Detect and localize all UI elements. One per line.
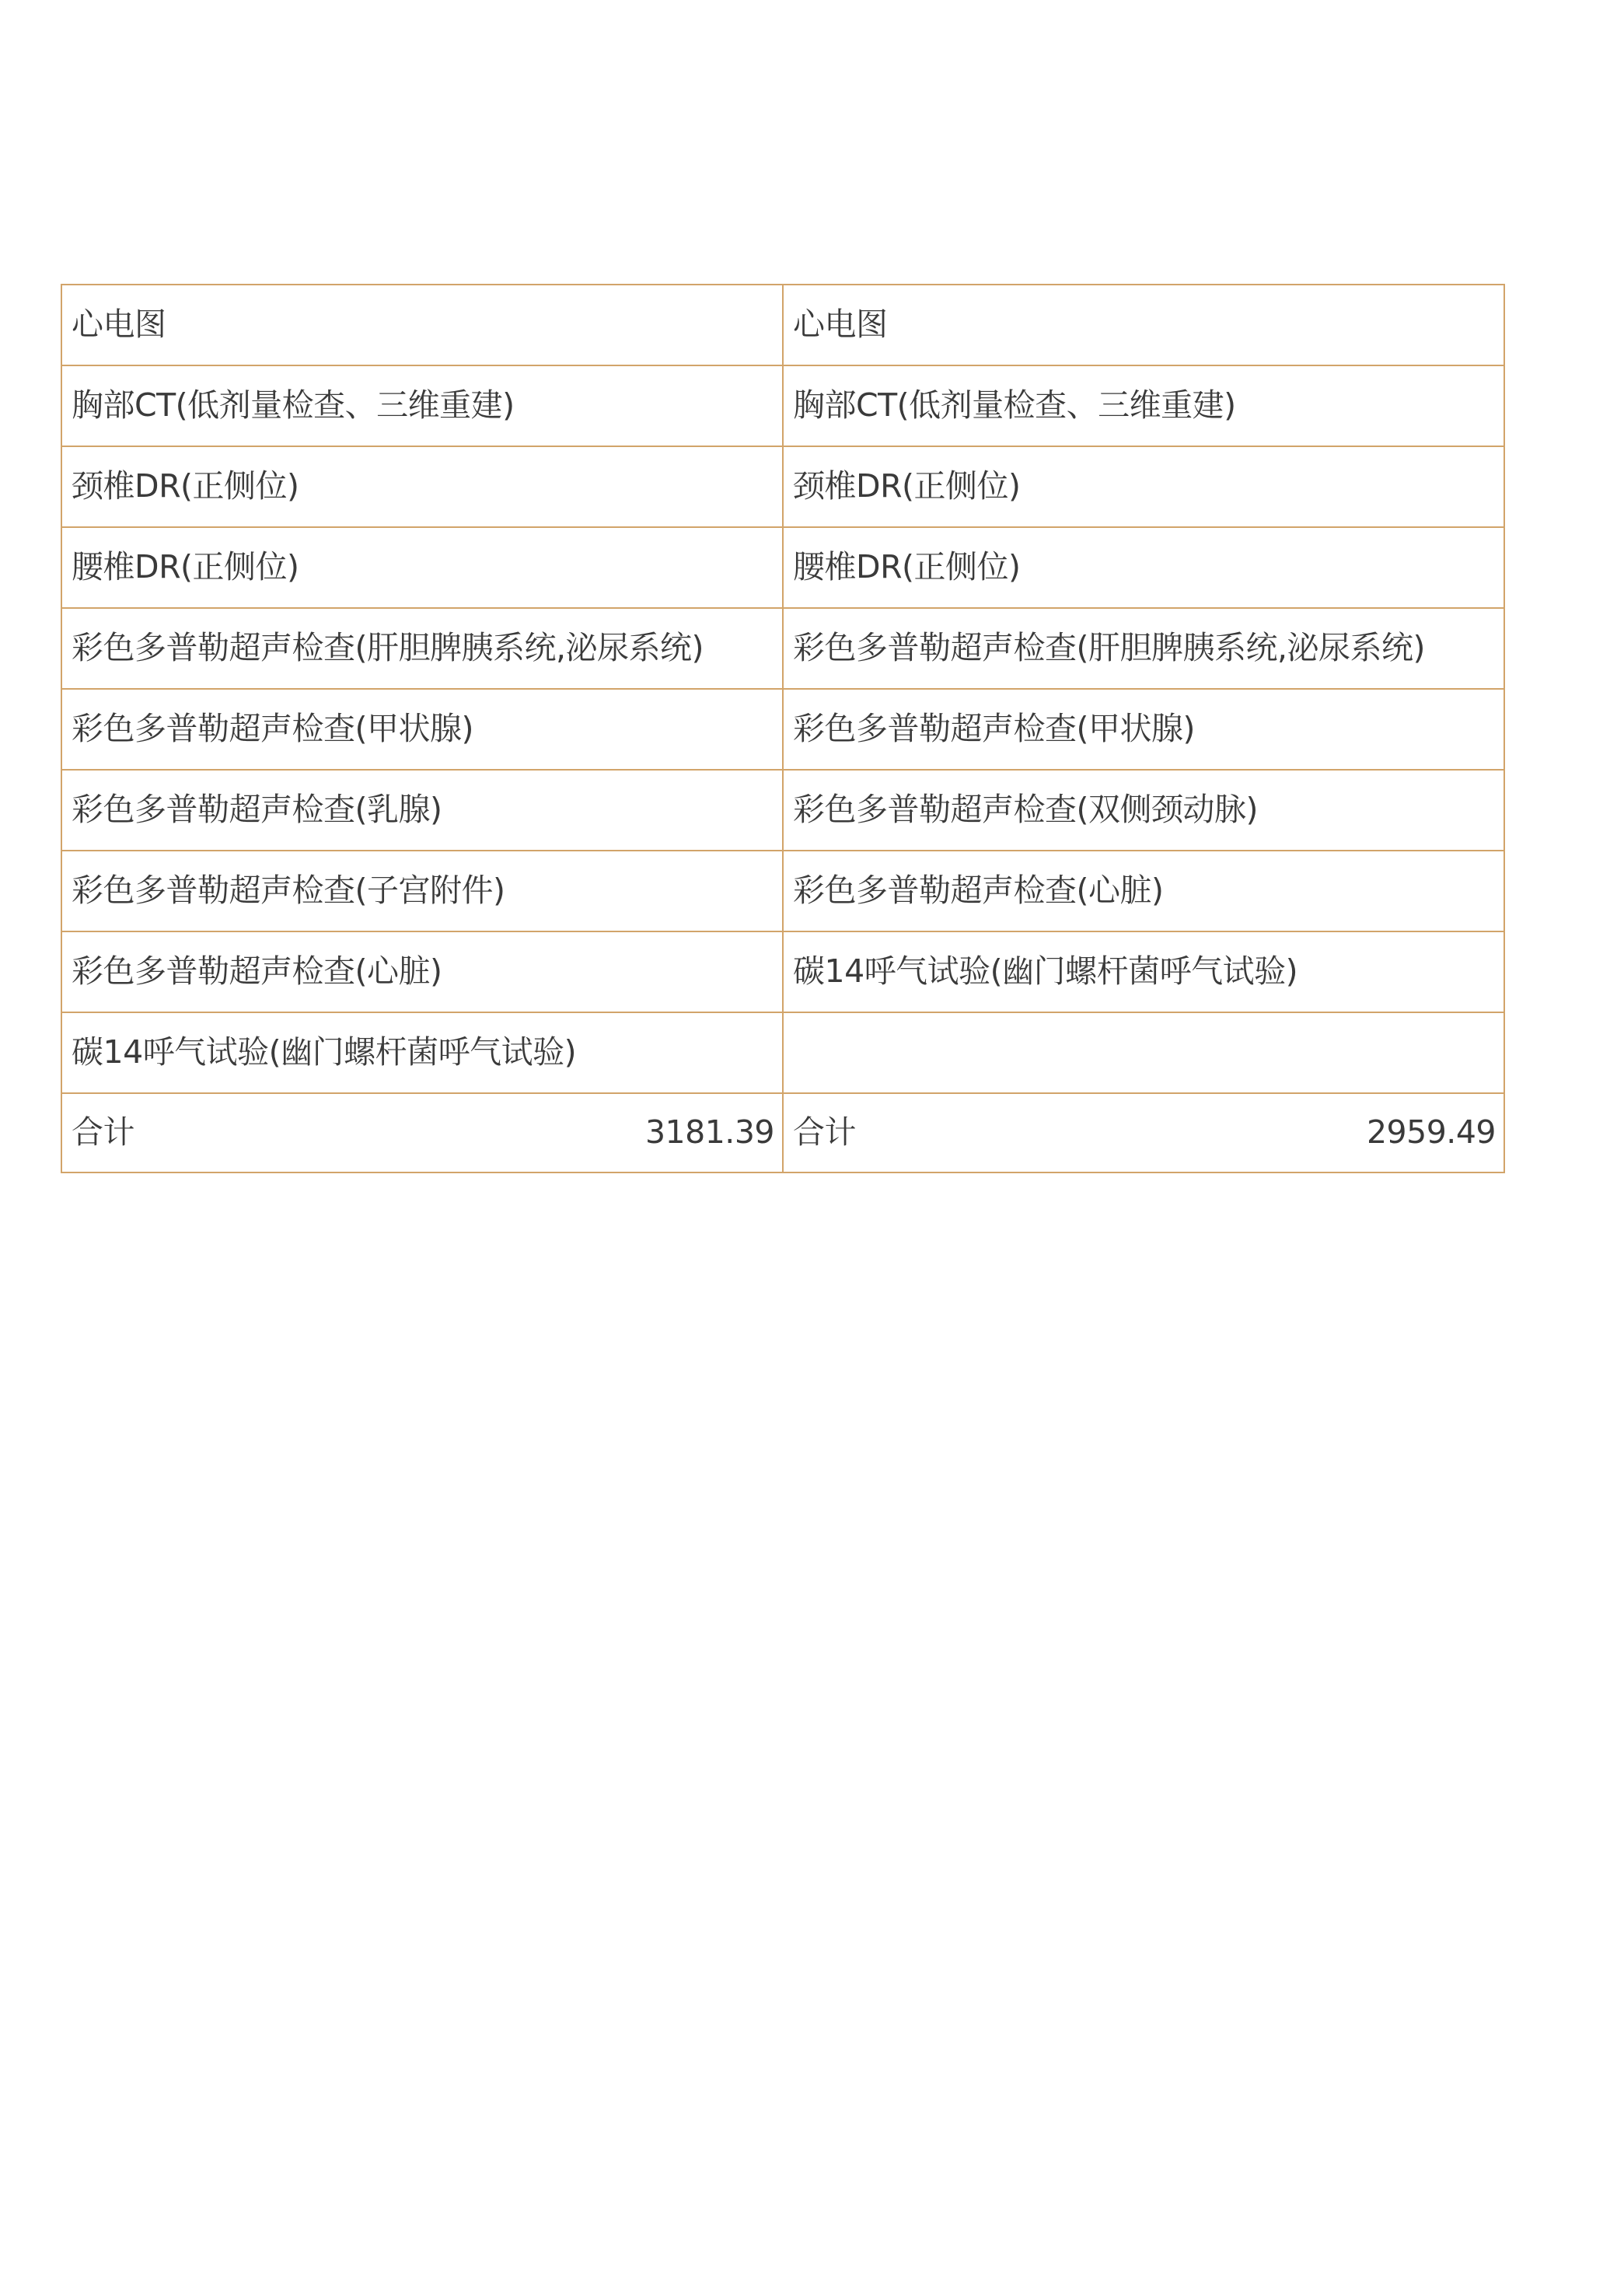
left-item-cell: 彩色多普勒超声检查(心脏) xyxy=(61,931,783,1012)
right-total-cell xyxy=(783,1093,1504,1172)
table-row xyxy=(61,851,1504,931)
left-item-cell: 碳14呼气试验(幽门螺杆菌呼气试验) xyxy=(61,1012,783,1093)
table-row xyxy=(61,689,1504,770)
right-item-cell: 胸部CT(低剂量检查、三维重建) xyxy=(783,365,1504,446)
left-item-cell: 彩色多普勒超声检查(子宫附件) xyxy=(61,851,783,931)
left-item-cell: 彩色多普勒超声检查(肝胆脾胰系统,泌尿系统) xyxy=(61,608,783,689)
left-total-cell xyxy=(61,1093,783,1172)
table-row xyxy=(61,608,1504,689)
table-row xyxy=(61,446,1504,527)
left-item-cell: 颈椎DR(正侧位) xyxy=(61,446,783,527)
right-item-cell: 彩色多普勒超声检查(肝胆脾胰系统,泌尿系统) xyxy=(783,608,1504,689)
right-item-cell: 碳14呼气试验(幽门螺杆菌呼气试验) xyxy=(783,931,1504,1012)
left-item-cell: 腰椎DR(正侧位) xyxy=(61,527,783,608)
right-total-amount: 2959.49 xyxy=(1366,1113,1496,1151)
left-item-cell: 彩色多普勒超声检查(乳腺) xyxy=(61,770,783,851)
left-total-amount: 3181.39 xyxy=(644,1113,774,1151)
table-row xyxy=(61,365,1504,446)
right-item-cell: 颈椎DR(正侧位) xyxy=(783,446,1504,527)
table-row xyxy=(61,1012,1504,1093)
exam-items-table xyxy=(61,284,1505,1173)
total-row xyxy=(61,1093,1504,1172)
left-item-cell: 胸部CT(低剂量检查、三维重建) xyxy=(61,365,783,446)
table-row xyxy=(61,931,1504,1012)
right-item-cell: 彩色多普勒超声检查(甲状腺) xyxy=(783,689,1504,770)
right-item-cell: 腰椎DR(正侧位) xyxy=(783,527,1504,608)
right-item-cell xyxy=(783,1012,1504,1093)
left-item-cell: 彩色多普勒超声检查(甲状腺) xyxy=(61,689,783,770)
left-total-label: 合计 xyxy=(72,1113,134,1151)
table-row xyxy=(61,527,1504,608)
table-row xyxy=(61,770,1504,851)
table-row xyxy=(61,285,1504,365)
package-comparison-sheet xyxy=(61,284,1503,1173)
right-item-cell: 彩色多普勒超声检查(心脏) xyxy=(783,851,1504,931)
right-total-label: 合计 xyxy=(793,1113,856,1151)
left-item-cell: 心电图 xyxy=(61,285,783,365)
right-item-cell: 彩色多普勒超声检查(双侧颈动脉) xyxy=(783,770,1504,851)
right-item-cell: 心电图 xyxy=(783,285,1504,365)
